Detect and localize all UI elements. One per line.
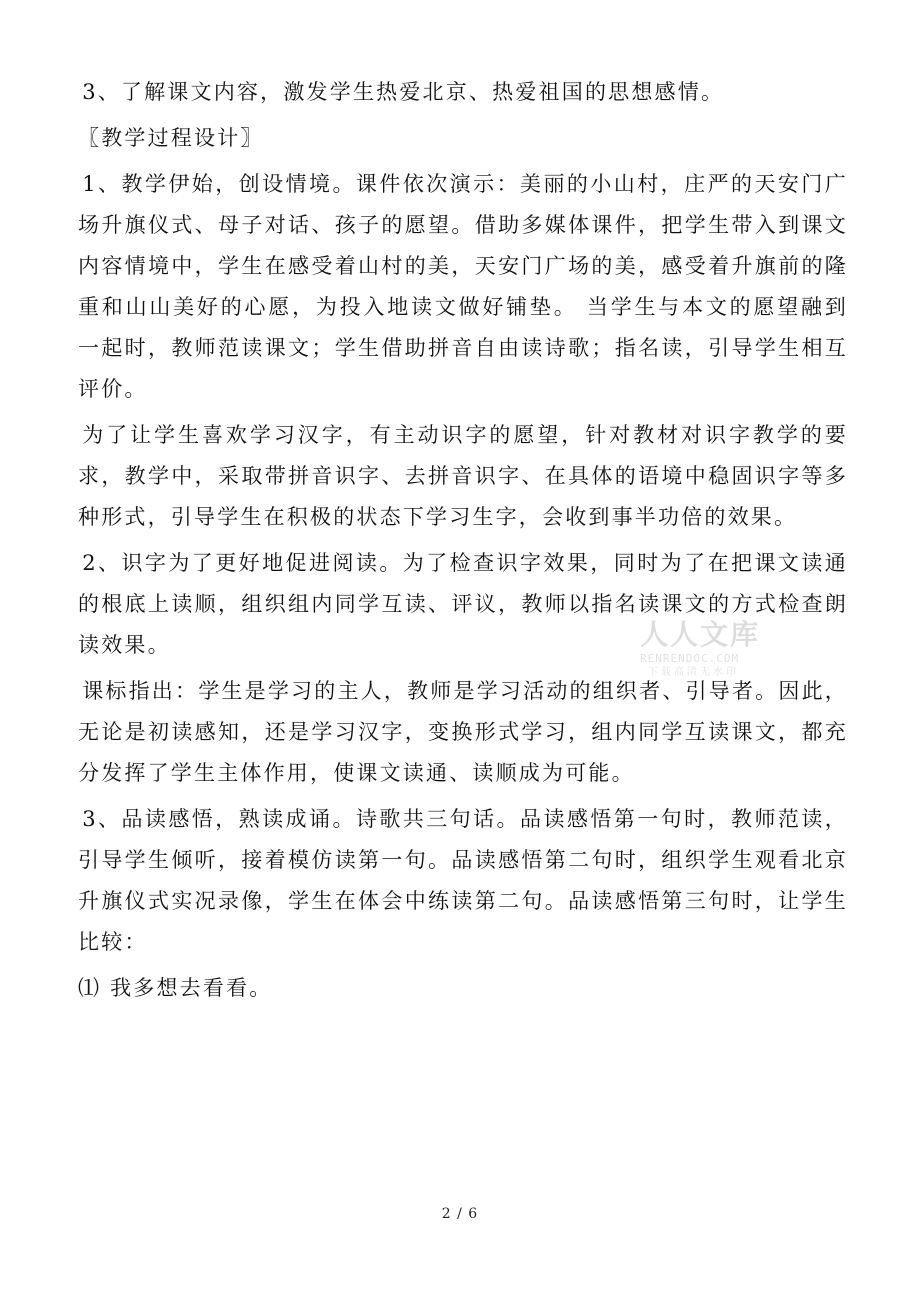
watermark-title: 人人文库 xyxy=(640,618,761,651)
paragraph-step-3: 3、品读感悟，熟读成诵。诗歌共三句话。品读感悟第一句时，教师范读，引导学生倾听，接着模仿读第一句。品读感悟第二句时，组织学生观看北京升旗仪式实况录像，学生在体会中练读第二句。品读感悟第三句时，让学生比较： xyxy=(78,807,848,954)
document-body xyxy=(78,72,848,1009)
watermark-subtitle: 下载高清无水印 xyxy=(648,667,739,678)
paragraph-step-2: 2、识字为了更好地促进阅读。为了检查识字效果，同时为了在把课文读通的根底上读顺，组织组内同学互读、评议，教师以指名读课文的方式检查朗读效果。 xyxy=(78,551,848,657)
paragraph-example-1: ⑴ 我多想去看看。 xyxy=(78,976,273,1000)
paragraph-literacy-intro: 为了让学生喜欢学习汉字，有主动识字的愿望，针对教材对识字教学的要求，教学中，采取带拼音识字、去拼音识字、在具体的语境中稳固识字等多种形式，引导学生在积极的状态下学习生字，会收到事半功倍的效果。 xyxy=(78,423,848,529)
paragraph-objective-3: 3、了解课文内容，激发学生热爱北京、热爱祖国的思想感情。 xyxy=(82,80,725,104)
page-number: 2 / 6 xyxy=(441,1206,479,1222)
paragraph-curriculum-note: 课标指出：学生是学习的主人，教师是学习活动的组织者、引导者。因此，无论是初读感知，还是学习汉字，变换形式学习，组内同学互读课文，都充分发挥了学生主体作用，使课文读通、读顺成为可能。 xyxy=(78,679,848,785)
paragraph-step-1: 1、教学伊始，创设情境。课件依次演示：美丽的小山村，庄严的天安门广场升旗仪式、母子对话、孩子的愿望。借助多媒体课件，把学生带入到课文内容情境中，学生在感受着山村的美，天安门广场的美，感受着升旗前的隆重和山山美好的心愿，为投入地读文做好铺垫。 当学生与本文的愿望融到一起时，教师范读课文；学生借助拼音自由读诗歌；指名读，引导学生相互评价。 xyxy=(78,172,848,401)
watermark-url: RENRENDOC.COM xyxy=(640,652,740,665)
section-heading: 〖教学过程设计〗 xyxy=(78,126,264,150)
